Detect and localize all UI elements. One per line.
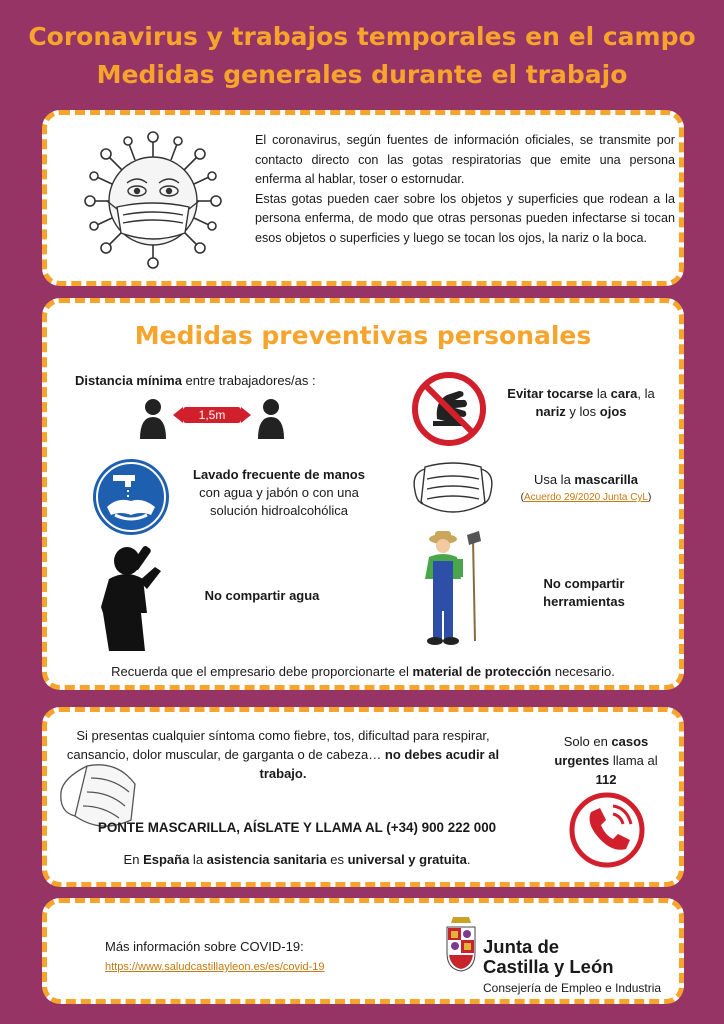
- distance-rest: entre trabajadores/as :: [181, 373, 316, 388]
- mask-pre: Usa la: [533, 472, 575, 487]
- face-bold-1: Evitar tocarse: [507, 386, 594, 401]
- intro-text: [255, 131, 675, 248]
- espana-bold-1: España: [143, 852, 190, 867]
- face-bold-2: cara: [610, 386, 638, 401]
- tools-line-1: No compartir: [543, 576, 625, 591]
- face-text-1: la: [593, 386, 611, 401]
- urgent-text: [545, 732, 667, 789]
- face-bold-4: ojos: [599, 404, 627, 419]
- symptoms-bold: no debes acudir al trabajo.: [259, 747, 500, 781]
- agreement-link[interactable]: Acuerdo 29/2020 Junta CyL: [524, 492, 648, 503]
- reminder-bold: material de protección: [412, 664, 552, 679]
- tools-line-2: herramientas: [543, 594, 625, 609]
- no-touch-face-text: [491, 385, 671, 421]
- urgent-text-1: Solo en: [563, 734, 612, 749]
- intro-paragraph-2: Estas gotas pueden caer sobre los objetos y superficies que rodean a la persona enferma, de modo que otras personas pueden infectarse si tocan esos objetos o superficies y luego se tocan los ojos, la nariz o la boca.: [255, 191, 675, 245]
- measures-panel: [42, 298, 684, 690]
- more-info-label: Más información sobre COVID-19:: [105, 939, 304, 954]
- intro-panel: [42, 110, 684, 286]
- virus-icon: [83, 129, 223, 269]
- no-share-tools-text: [509, 575, 659, 611]
- phone-icon: [567, 790, 647, 870]
- espana-text-3: es: [326, 852, 348, 867]
- mask-paren-open: (: [520, 492, 524, 503]
- page-title: Coronavirus y trabajos temporales en el campo: [28, 22, 696, 51]
- measures-title: Medidas preventivas personales: [134, 321, 592, 350]
- espana-bold-2: asistencia sanitaria: [206, 852, 327, 867]
- coat-of-arms-icon: [445, 915, 477, 973]
- intro-paragraph-1: El coronavirus, según fuentes de información oficiales, se transmite por contacto directo con las gotas respiratorias que emite una persona enferma al hablar, toser o estornudar.: [255, 133, 675, 186]
- no-share-water-text: No compartir agua: [204, 588, 320, 603]
- no-touch-face-icon: [411, 371, 487, 447]
- healthcare-text: [57, 852, 537, 867]
- symptoms-body: Si presentas cualquier síntoma como fiebre, tos, dificultad para respirar, cansancio, dolor muscular, de garganta o de cabeza…: [66, 728, 490, 762]
- espana-text-4: .: [466, 852, 471, 867]
- espana-text-1: En: [123, 852, 144, 867]
- farmer-icon: [421, 529, 487, 647]
- face-bold-3: nariz: [535, 404, 566, 419]
- hand-wash-text: [175, 466, 383, 520]
- covid-info-link[interactable]: https://www.saludcastillayleon.es/es/covid-19: [105, 961, 325, 973]
- mask-text: [491, 471, 681, 507]
- wash-bold: Lavado frecuente de manos: [193, 467, 365, 482]
- isolate-call-text: PONTE MASCARILLA, AÍSLATE Y LLAMA AL (+34) 900 222 000: [97, 820, 497, 835]
- organization-name: [483, 937, 614, 977]
- distance-label: [75, 372, 375, 390]
- footer-panel: [42, 898, 684, 1004]
- page-subtitle: Medidas generales durante el trabajo: [96, 60, 628, 89]
- distance-sign-label: 1,5m: [198, 408, 226, 422]
- mask-paren-close: ): [647, 492, 652, 503]
- reminder-pre: Recuerda que el empresario debe proporcionarte el: [111, 664, 413, 679]
- espana-text-2: la: [189, 852, 207, 867]
- drinking-icon: [97, 539, 167, 651]
- org-line-1: Junta de: [483, 936, 560, 957]
- symptoms-panel: [42, 707, 684, 887]
- mask-icon: [411, 459, 495, 521]
- face-text-3: y los: [565, 404, 600, 419]
- espana-bold-3: universal y gratuita: [347, 852, 467, 867]
- mask-bold: mascarilla: [574, 472, 639, 487]
- hand-wash-icon: [91, 457, 171, 537]
- wash-line-3: solución hidroalcohólica: [209, 503, 349, 518]
- wash-line-2: con agua y jabón o con una: [199, 485, 359, 500]
- urgent-bold-1: casos urgentes: [554, 734, 649, 768]
- distance-icon: [139, 395, 285, 441]
- more-info: [105, 937, 365, 977]
- face-text-2: , la: [637, 386, 655, 401]
- department-name: Consejería de Empleo e Industria: [483, 981, 662, 995]
- distance-bold: Distancia mínima: [75, 373, 182, 388]
- reminder-post: necesario.: [551, 664, 615, 679]
- urgent-text-2: llama al: [609, 753, 658, 768]
- employer-reminder: [47, 663, 679, 681]
- org-line-2: Castilla y León: [483, 956, 614, 977]
- urgent-bold-2: 112: [595, 772, 617, 787]
